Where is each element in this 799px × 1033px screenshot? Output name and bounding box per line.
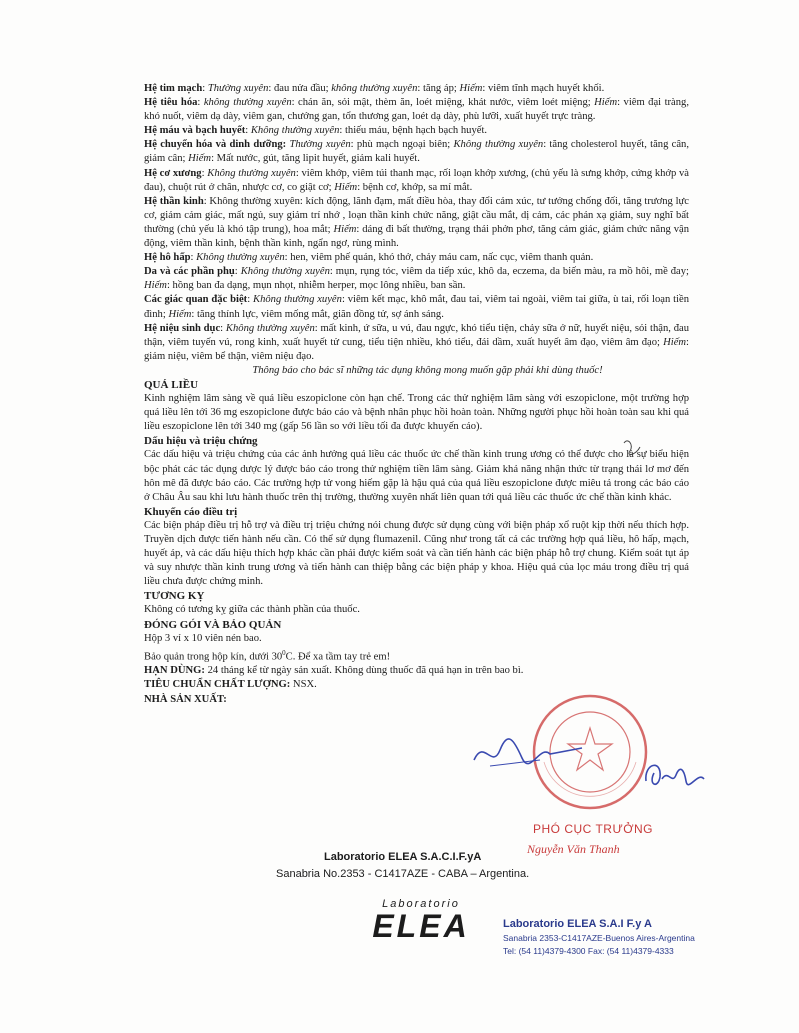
effect-text: : viêm đại tràng, khó nuốt, viêm dạ dày, viêm gan, chướng gan, tổn thương gan, loét dạ dày, phù lưỡi, xuất huyết trực tràng. — [144, 97, 689, 123]
document-body — [144, 82, 689, 707]
signature-scribble-icon — [470, 730, 590, 780]
interactions-text: Không có tương kỵ giữa các thành phần của thuốc. — [144, 604, 360, 616]
treatment-heading: Khuyến cáo điều trị — [144, 505, 238, 518]
frequency-label: Không thường xuyên — [196, 252, 285, 264]
effect-text: : — [220, 322, 226, 334]
packaging-line1: Hộp 3 vỉ x 10 viên nén bao. — [144, 632, 262, 644]
frequency-label: Hiếm — [594, 97, 618, 109]
effect-text: : mụn, rụng tóc, viêm da tiếp xúc, khô da, eczema, da biến màu, ra mồ hôi, mề đay; — [329, 266, 689, 278]
overdose-intro: Kinh nghiệm lâm sàng về quá liều eszopiclone còn hạn chế. Trong các thử nghiệm lâm sàng với eszopiclone, một trường hợp quá liều lên tới 36 mg eszopiclone được báo cáo và bệnh nhân phục hồi hoàn toàn. Những người phục hồi hoàn toàn sau khi quá liều eszopiclone lên tới 340 mg (gấp 56 lần so với liều tối đa được khuyến cáo). — [144, 393, 689, 433]
expiry-text: 24 tháng kể từ ngày sản xuất. Không dùng thuốc đã quá hạn in trên bao bì. — [204, 665, 524, 677]
expiry-label: HẠN DÙNG: — [144, 665, 205, 677]
effect-text: : tăng thính lực, viêm mống mắt, giãn đồng tử, sợ ánh sáng. — [191, 308, 444, 320]
frequency-label: Không thường xuyên — [240, 266, 330, 278]
frequency-label: Thường xuyên — [289, 139, 351, 151]
degree-sup: 0 — [282, 648, 286, 657]
effect-text: : — [234, 266, 241, 278]
frequency-label: Không thường xuyên — [253, 294, 342, 306]
effect-paragraph — [144, 195, 689, 251]
signs-heading: Dấu hiệu và triệu chứng — [144, 435, 258, 448]
effect-system-label: Hệ tiêu hóa — [144, 97, 198, 109]
company-stamp-address: Sanabria 2353-C1417AZE-Buenos Aires-Argentina — [503, 933, 695, 943]
effect-system-label: Hệ hô hấp — [144, 252, 191, 264]
effect-text: : chán ăn, sỏi mật, thèm ăn, loét miệng, khát nước, viêm loét miệng; — [291, 97, 595, 109]
frequency-label: không thường xuyên — [203, 97, 292, 109]
expiry-line — [144, 664, 689, 678]
effect-system-label: Hệ tim mạch — [144, 83, 203, 94]
frequency-label: Không thường xuyên — [225, 322, 315, 334]
frequency-label: Hiếm — [333, 223, 357, 235]
effect-text: : — [247, 294, 254, 306]
effect-system-label: Hệ chuyển hóa và dinh dưỡng: — [144, 139, 287, 151]
frequency-label: Không thường xuyên — [207, 167, 296, 179]
overdose-heading: QUÁ LIỀU — [144, 378, 199, 391]
effect-text: : tăng áp; — [417, 83, 460, 94]
effect-paragraph — [144, 124, 689, 138]
elea-logo — [356, 898, 486, 942]
storage-text: Bảo quản trong hộp kín, dưới 30 — [144, 651, 283, 663]
effect-text: : — [245, 125, 251, 137]
effect-system-label: Các giác quan đặc biệt — [144, 294, 248, 306]
storage-text-end: C. Để xa tầm tay trẻ em! — [285, 651, 391, 663]
manufacturer-name: Laboratorio ELEA S.A.C.I.F.yA — [324, 851, 482, 863]
effect-text: : hồng ban đa dạng, mụn nhọt, nhiễm herper, mọc lông nhiều, ban sần. — [166, 280, 466, 292]
frequency-label: Hiếm — [459, 83, 483, 94]
standard-text: NSX. — [290, 679, 317, 691]
frequency-label: không thường xuyên — [331, 83, 418, 94]
effect-text: : bệnh cơ, khớp, sa mí mắt. — [357, 181, 473, 193]
effect-text: : đau nửa đầu; — [268, 83, 332, 94]
effect-text: : viêm tĩnh mạch huyết khối. — [482, 83, 605, 94]
frequency-label: Hiếm — [144, 280, 167, 292]
effect-text: : phù mạch ngoại biên; — [350, 139, 454, 151]
frequency-label: Không thường xuyên — [453, 139, 544, 151]
effect-text: : dáng đi bất thường, trạng thái phởn phơ, tăng cảm giác, giảm chức năng vận động, viêm thần kinh, bệnh thần kinh, ngẩn ngơ, rùng mình. — [144, 223, 690, 250]
effect-text: : viêm kết mạc, khô mắt, đau tai, viêm tai ngoài, viêm tai giữa, ù tai, rối loạn tiền đình; — [144, 294, 689, 320]
effect-text: : Không thường xuyên: kích động, lãnh đạm, mất điều hòa, thay đổi cảm xúc, tư tưởng chống đối, tăng trương lực cơ, giảm cảm giác, mất ngủ, suy giảm trí nhớ , loạn thần kinh chức năng, giật cầu mắt, dị cảm, các phản xạ giảm, suy nghĩ bất thường (chủ yếu là khó tập trung), hoa mắt; — [144, 195, 689, 235]
effect-paragraph — [144, 251, 689, 265]
effect-text: : thiếu máu, bệnh hạch bạch huyết. — [339, 125, 488, 137]
effect-system-label: Da và các phần phụ — [144, 266, 235, 278]
frequency-label: Hiếm — [168, 308, 192, 320]
manufacturer-address: Sanabria No.2353 - C1417AZE - CABA – Argentina. — [276, 868, 530, 880]
effect-paragraph — [144, 167, 689, 195]
effect-system-label: Hệ cơ xương — [144, 167, 202, 179]
signature-title: PHÓ CỤC TRƯỞNG — [533, 822, 653, 836]
standard-label: TIÊU CHUẨN CHẤT LƯỢNG: — [144, 679, 291, 691]
effect-text: : viêm khớp, viêm túi thanh mạc, rối loạn khớp xương, (chủ yếu là sưng khớp, cứng khớp và đau), chuột rút ở chân, nhược cơ, co giật cơ; — [144, 167, 690, 193]
frequency-label: Không thường xuyên — [250, 125, 340, 137]
treatment-text: Các biện pháp điều trị hỗ trợ và điều trị triệu chứng nói chung được sử dụng cùng với biện pháp xổ ruột kịp thời nếu thích hợp. Truyền dịch được tiến hành nếu cần. Có thể sử dụng flumazenil. Cũng như trong tất cả các trường hợp quá liều, hô hấp, mạch, huyết áp, và các dấu hiệu thích hợp khác cần phải được kiểm soát và cần tiến hành các biện pháp hỗ trợ chung. Kiểm soát tụt áp và suy nhược thần kinh trung ương và tiến hành can thiệp bằng các biện pháp y khoa. Hiệu quả của lọc máu trong điều trị quá liều chưa được chứng minh. — [144, 519, 689, 588]
manufacturer-label: NHÀ SẢN XUẤT: — [144, 693, 227, 705]
effect-paragraph — [144, 138, 689, 166]
interactions-heading: TƯƠNG KỴ — [144, 590, 205, 603]
effect-paragraph — [144, 322, 689, 364]
notice-line: Thông báo cho bác sĩ những tác dụng không mong muốn gặp phải khi dùng thuốc! — [252, 364, 603, 376]
effect-system-label: Hệ niệu sinh dục — [144, 322, 221, 334]
effect-text: : — [201, 167, 208, 179]
company-stamp — [503, 918, 695, 956]
effect-paragraph — [144, 96, 689, 124]
logo-big-text: ELEA — [372, 908, 470, 944]
signs-text: Các dấu hiệu và triệu chứng của các ảnh hưởng quá liều các thuốc ức chế thần kinh trung ương có thể được cho là sự biểu hiện bộc phát các tác dụng dược lý được báo cáo trong thử nghiệm tiền lâm sàng. Giảm khả năng nhận thức từ trạng thái lơ mơ đến hôn mê đã được báo cáo. Các trường hợp tử vong hiếm gặp là hậu quả của quá liều eszopiclone được miêu tả trong các báo cáo ở Châu Âu sau khi lưu hành thuốc trên thị trường, thường xuyên nhất liên quan tới quá liều các thuốc ức chế thần kinh khác. — [144, 449, 689, 503]
adverse-effects-list — [144, 82, 689, 364]
effect-text: : hen, viêm phế quản, khó thở, chảy máu cam, nấc cục, viêm thanh quản. — [284, 252, 594, 264]
effect-text: : — [197, 97, 204, 109]
effect-text: : tăng cholesterol huyết, tăng cân, giảm cân; — [144, 139, 689, 165]
effect-text: : — [190, 252, 197, 264]
effect-paragraph — [144, 82, 689, 96]
handwritten-mark-icon — [618, 433, 648, 463]
effect-paragraph — [144, 265, 689, 293]
company-stamp-tel: Tel: (54 11)4379-4300 Fax: (54 11)4379-4333 — [503, 946, 674, 956]
logo-small-text: Laboratorio — [382, 898, 460, 910]
signature-name: Nguyễn Văn Thanh — [527, 842, 620, 856]
standard-line — [144, 678, 689, 692]
packaging-heading: ĐÓNG GÓI VÀ BẢO QUẢN — [144, 618, 282, 631]
effect-text: : Mất nước, gút, tăng lipit huyết, giảm kali huyết. — [211, 153, 420, 165]
frequency-label: Hiếm — [663, 336, 687, 348]
effect-text: : giảm niệu, viêm bể thận, viêm niệu đạo. — [144, 336, 689, 362]
effect-text: : mất kinh, ứ sữa, u vú, đau ngực, khó tiểu tiện, chảy sữa ở nữ, huyết niệu, sỏi thận, đau thận, viêm tuyến vú, rong kinh, xuất huyết tử cung, tiểu tiện nhiều, khó tiểu, đái dầm, xuất huyết âm đạo, viêm âm đạo; — [144, 322, 690, 348]
effect-paragraph — [144, 293, 689, 321]
frequency-label: Hiếm — [334, 181, 358, 193]
director-signature-icon — [640, 755, 710, 800]
effect-system-label: Hệ máu và bạch huyết — [144, 125, 246, 137]
packaging-line2 — [144, 646, 689, 665]
frequency-label: Thường xuyên — [207, 83, 269, 94]
company-stamp-name: Laboratorio ELEA S.A.I F.y A — [503, 918, 652, 930]
effect-system-label: Hệ thần kinh — [144, 195, 204, 207]
frequency-label: Hiếm — [188, 153, 212, 165]
effect-text: : — [202, 83, 208, 94]
